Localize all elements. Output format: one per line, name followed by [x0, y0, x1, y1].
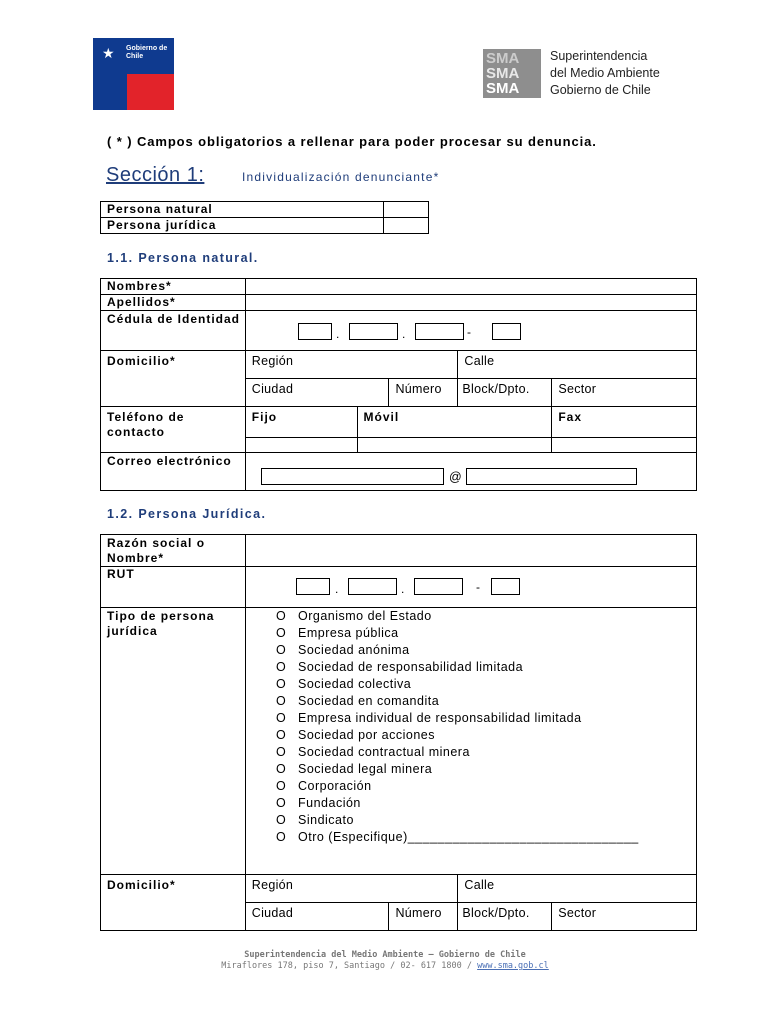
- rut-box-dv[interactable]: [491, 578, 520, 595]
- tipo-option[interactable]: [276, 625, 639, 642]
- radio-circle-icon[interactable]: O: [276, 796, 287, 810]
- region-field[interactable]: Región: [245, 351, 458, 379]
- razon-field[interactable]: [245, 535, 696, 567]
- sma-logo-line: SMA: [486, 65, 520, 82]
- sma-logo: [483, 49, 541, 98]
- cedula-label: Cédula de Identidad: [101, 311, 246, 351]
- at-sign: @: [449, 470, 462, 484]
- sma-line: Gobierno de Chile: [550, 83, 651, 97]
- nombres-label: Nombres*: [101, 279, 246, 295]
- block-field[interactable]: Block/Dpto.: [458, 379, 552, 407]
- jur-block-field[interactable]: Block/Dpto.: [458, 903, 552, 931]
- star-icon: ★: [102, 45, 115, 61]
- tipo-option-label: Sociedad por acciones: [298, 728, 435, 742]
- ciudad-field[interactable]: Ciudad: [245, 379, 389, 407]
- tipo-option[interactable]: [276, 642, 639, 659]
- separator-dash: -: [467, 325, 471, 339]
- domicilio-label: Domicilio*: [101, 351, 246, 407]
- jur-calle-field[interactable]: Calle: [458, 875, 697, 903]
- radio-circle-icon[interactable]: O: [276, 660, 287, 674]
- radio-circle-icon[interactable]: O: [276, 643, 287, 657]
- tipo-option-label: Sindicato: [298, 813, 354, 827]
- separator-dot: .: [402, 327, 406, 341]
- fijo-field[interactable]: [245, 438, 357, 453]
- person-type-table: [100, 201, 429, 234]
- sma-line: Superintendencia: [550, 49, 648, 63]
- section-subtitle: Individualización denunciante*: [242, 170, 440, 184]
- movil-label: Móvil: [357, 407, 552, 438]
- cedula-box-dv[interactable]: [492, 323, 521, 340]
- radio-circle-icon[interactable]: O: [276, 830, 287, 844]
- apellidos-label: Apellidos*: [101, 295, 246, 311]
- tipo-option-label: Otro (Especifique)_______________________________: [298, 830, 639, 844]
- tipo-option[interactable]: [276, 829, 639, 846]
- jur-sector-field[interactable]: Sector: [552, 903, 697, 931]
- tipo-option-label: Organismo del Estado: [298, 609, 432, 623]
- tipo-option-label: Corporación: [298, 779, 372, 793]
- rut-box-1[interactable]: [296, 578, 330, 595]
- nombres-field[interactable]: [245, 279, 696, 295]
- tipo-option[interactable]: [276, 812, 639, 829]
- rut-box-3[interactable]: [414, 578, 463, 595]
- sma-logo-line: SMA: [486, 80, 520, 97]
- sma-logo-line: SMA: [486, 50, 520, 67]
- separator-dash: -: [476, 580, 480, 594]
- correo-label: Correo electrónico: [101, 453, 246, 491]
- tipo-options-list: [276, 608, 639, 846]
- movil-field[interactable]: [357, 438, 552, 453]
- radio-circle-icon[interactable]: O: [276, 779, 287, 793]
- mandatory-notice: ( * ) Campos obligatorios a rellenar para poder procesar su denuncia.: [107, 134, 597, 149]
- jur-domicilio-label: Domicilio*: [101, 875, 246, 931]
- radio-circle-icon[interactable]: O: [276, 694, 287, 708]
- radio-circle-icon[interactable]: O: [276, 813, 287, 827]
- cedula-box-2[interactable]: [349, 323, 398, 340]
- section-title: Sección 1:: [106, 164, 205, 186]
- footer-line-1: Superintendencia del Medio Ambiente – Gobierno de Chile: [244, 950, 526, 960]
- footer-link[interactable]: www.sma.gob.cl: [477, 961, 549, 971]
- tipo-option[interactable]: [276, 608, 639, 625]
- radio-circle-icon[interactable]: O: [276, 711, 287, 725]
- jur-numero-field[interactable]: Número: [389, 903, 458, 931]
- fax-field[interactable]: [552, 438, 697, 453]
- juridica-heading: 1.2. Persona Jurídica.: [107, 507, 267, 521]
- fijo-label: Fijo: [245, 407, 357, 438]
- tipo-option[interactable]: [276, 659, 639, 676]
- telefono-label: Teléfono de contacto: [101, 407, 246, 453]
- tipo-label: Tipo de persona jurídica: [101, 608, 246, 875]
- tipo-option[interactable]: [276, 676, 639, 693]
- tipo-option[interactable]: [276, 778, 639, 795]
- email-user-box[interactable]: [261, 468, 444, 485]
- tipo-option-label: Fundación: [298, 796, 361, 810]
- tipo-option[interactable]: [276, 795, 639, 812]
- cedula-box-3[interactable]: [415, 323, 464, 340]
- separator-dot: .: [401, 582, 405, 596]
- tipo-option-label: Sociedad en comandita: [298, 694, 440, 708]
- razon-label: Razón social o Nombre*: [101, 535, 246, 567]
- tipo-option[interactable]: [276, 727, 639, 744]
- radio-circle-icon[interactable]: O: [276, 762, 287, 776]
- fax-label: Fax: [552, 407, 697, 438]
- type-juridica-label: Persona jurídica: [101, 218, 384, 234]
- sector-field[interactable]: Sector: [552, 379, 697, 407]
- tipo-option-label: Sociedad colectiva: [298, 677, 412, 691]
- gobierno-de-chile-logo: [93, 38, 174, 110]
- radio-circle-icon[interactable]: O: [276, 626, 287, 640]
- email-domain-box[interactable]: [466, 468, 637, 485]
- flag-red-block: [127, 74, 174, 110]
- type-juridica-checkbox[interactable]: [384, 218, 429, 234]
- footer-line-2: [0, 961, 770, 971]
- rut-box-2[interactable]: [348, 578, 397, 595]
- radio-circle-icon[interactable]: O: [276, 609, 287, 623]
- sma-institution-name: [550, 48, 660, 99]
- separator-dot: .: [336, 327, 340, 341]
- tipo-option[interactable]: [276, 761, 639, 778]
- natural-person-table: [100, 278, 697, 491]
- jur-region-field[interactable]: Región: [245, 875, 458, 903]
- gob-logo-text: Gobierno de Chile: [126, 45, 168, 60]
- tipo-option-label: Sociedad de responsabilidad limitada: [298, 660, 524, 674]
- tipo-option-label: Empresa pública: [298, 626, 399, 640]
- tipo-option-label: Sociedad legal minera: [298, 762, 433, 776]
- separator-dot: .: [335, 582, 339, 596]
- radio-circle-icon[interactable]: O: [276, 745, 287, 759]
- tipo-option[interactable]: [276, 693, 639, 710]
- type-natural-checkbox[interactable]: [384, 202, 429, 218]
- sma-line: del Medio Ambiente: [550, 66, 660, 80]
- apellidos-field[interactable]: [245, 295, 696, 311]
- footer-address: Miraflores 178, piso 7, Santiago / 02- 617 1800 /: [221, 961, 478, 971]
- rut-label: RUT: [101, 567, 246, 608]
- type-natural-label: Persona natural: [101, 202, 384, 218]
- tipo-option-label: Sociedad anónima: [298, 643, 410, 657]
- numero-field[interactable]: Número: [389, 379, 458, 407]
- tipo-option[interactable]: [276, 744, 639, 761]
- cedula-box-1[interactable]: [298, 323, 332, 340]
- tipo-option[interactable]: [276, 710, 639, 727]
- radio-circle-icon[interactable]: O: [276, 677, 287, 691]
- calle-field[interactable]: Calle: [458, 351, 697, 379]
- radio-circle-icon[interactable]: O: [276, 728, 287, 742]
- tipo-option-label: Sociedad contractual minera: [298, 745, 470, 759]
- jur-ciudad-field[interactable]: Ciudad: [245, 903, 389, 931]
- natural-heading: 1.1. Persona natural.: [107, 251, 259, 265]
- tipo-option-label: Empresa individual de responsabilidad limitada: [298, 711, 582, 725]
